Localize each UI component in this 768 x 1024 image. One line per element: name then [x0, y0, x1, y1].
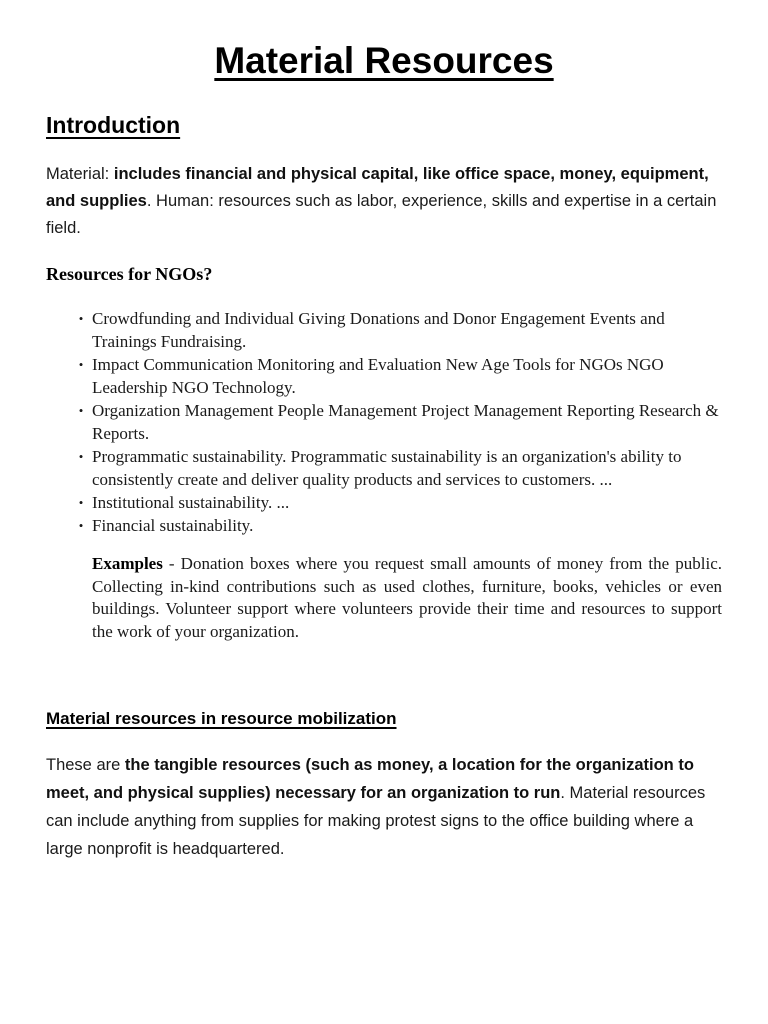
- material-rest-text: . Material resources can include anything from supplies for making protest signs to the office building where a large nonprofit is headquartered.: [46, 784, 706, 858]
- introduction-heading: Introduction: [46, 112, 181, 138]
- introduction-paragraph: [46, 161, 722, 242]
- list-item: [46, 514, 722, 537]
- intro-lead-text: Material:: [46, 165, 114, 183]
- examples-paragraph: [92, 553, 722, 643]
- bullet-icon: •: [78, 311, 84, 326]
- intro-rest-text: . Human: resources such as labor, experience, skills and expertise in a certain field.: [46, 192, 717, 237]
- list-item-text: Programmatic sustainability. Programmatic sustainability is an organization's ability to consistently create and deliver quality products and services to customers. ...: [92, 447, 682, 489]
- bullet-icon: •: [78, 495, 84, 510]
- material-bold-text: the tangible resources (such as money, a location for the organization to meet, and physical supplies) necessary for an organization to run: [46, 756, 694, 802]
- document-title: Material Resources: [214, 40, 554, 81]
- material-resources-heading: Material resources in resource mobilization: [46, 709, 397, 728]
- list-item: [46, 353, 722, 399]
- bullet-icon: •: [78, 449, 84, 464]
- material-resources-paragraph: [46, 751, 722, 863]
- list-item: [46, 491, 722, 514]
- examples-label: Examples: [92, 554, 163, 573]
- list-item: [46, 307, 722, 353]
- ngo-bullet-list: [46, 307, 722, 537]
- list-item: [46, 399, 722, 445]
- list-item-text: Financial sustainability.: [92, 516, 254, 535]
- list-item-text: Organization Management People Management Project Management Reporting Research & Reports.: [92, 401, 719, 443]
- list-item: [46, 445, 722, 491]
- examples-text: - Donation boxes where you request small amounts of money from the public. Collecting in-kind contributions such as used clothes, furniture, books, vehicles or even buildings. Volunteer support where volunteers provide their time and resources to support the work of your organization.: [92, 554, 722, 641]
- bullet-icon: •: [78, 518, 84, 533]
- material-lead-text: These are: [46, 756, 125, 774]
- bullet-icon: •: [78, 357, 84, 372]
- list-item-text: Institutional sustainability. ...: [92, 493, 290, 512]
- list-item-text: Crowdfunding and Individual Giving Donations and Donor Engagement Events and Trainings Fundraising.: [92, 309, 665, 351]
- resources-for-ngos-heading: Resources for NGOs?: [46, 264, 213, 284]
- intro-bold-text: includes financial and physical capital, like office space, money, equipment, and supplies: [46, 165, 709, 210]
- list-item-text: Impact Communication Monitoring and Evaluation New Age Tools for NGOs NGO Leadership NGO Technology.: [92, 355, 664, 397]
- bullet-icon: •: [78, 403, 84, 418]
